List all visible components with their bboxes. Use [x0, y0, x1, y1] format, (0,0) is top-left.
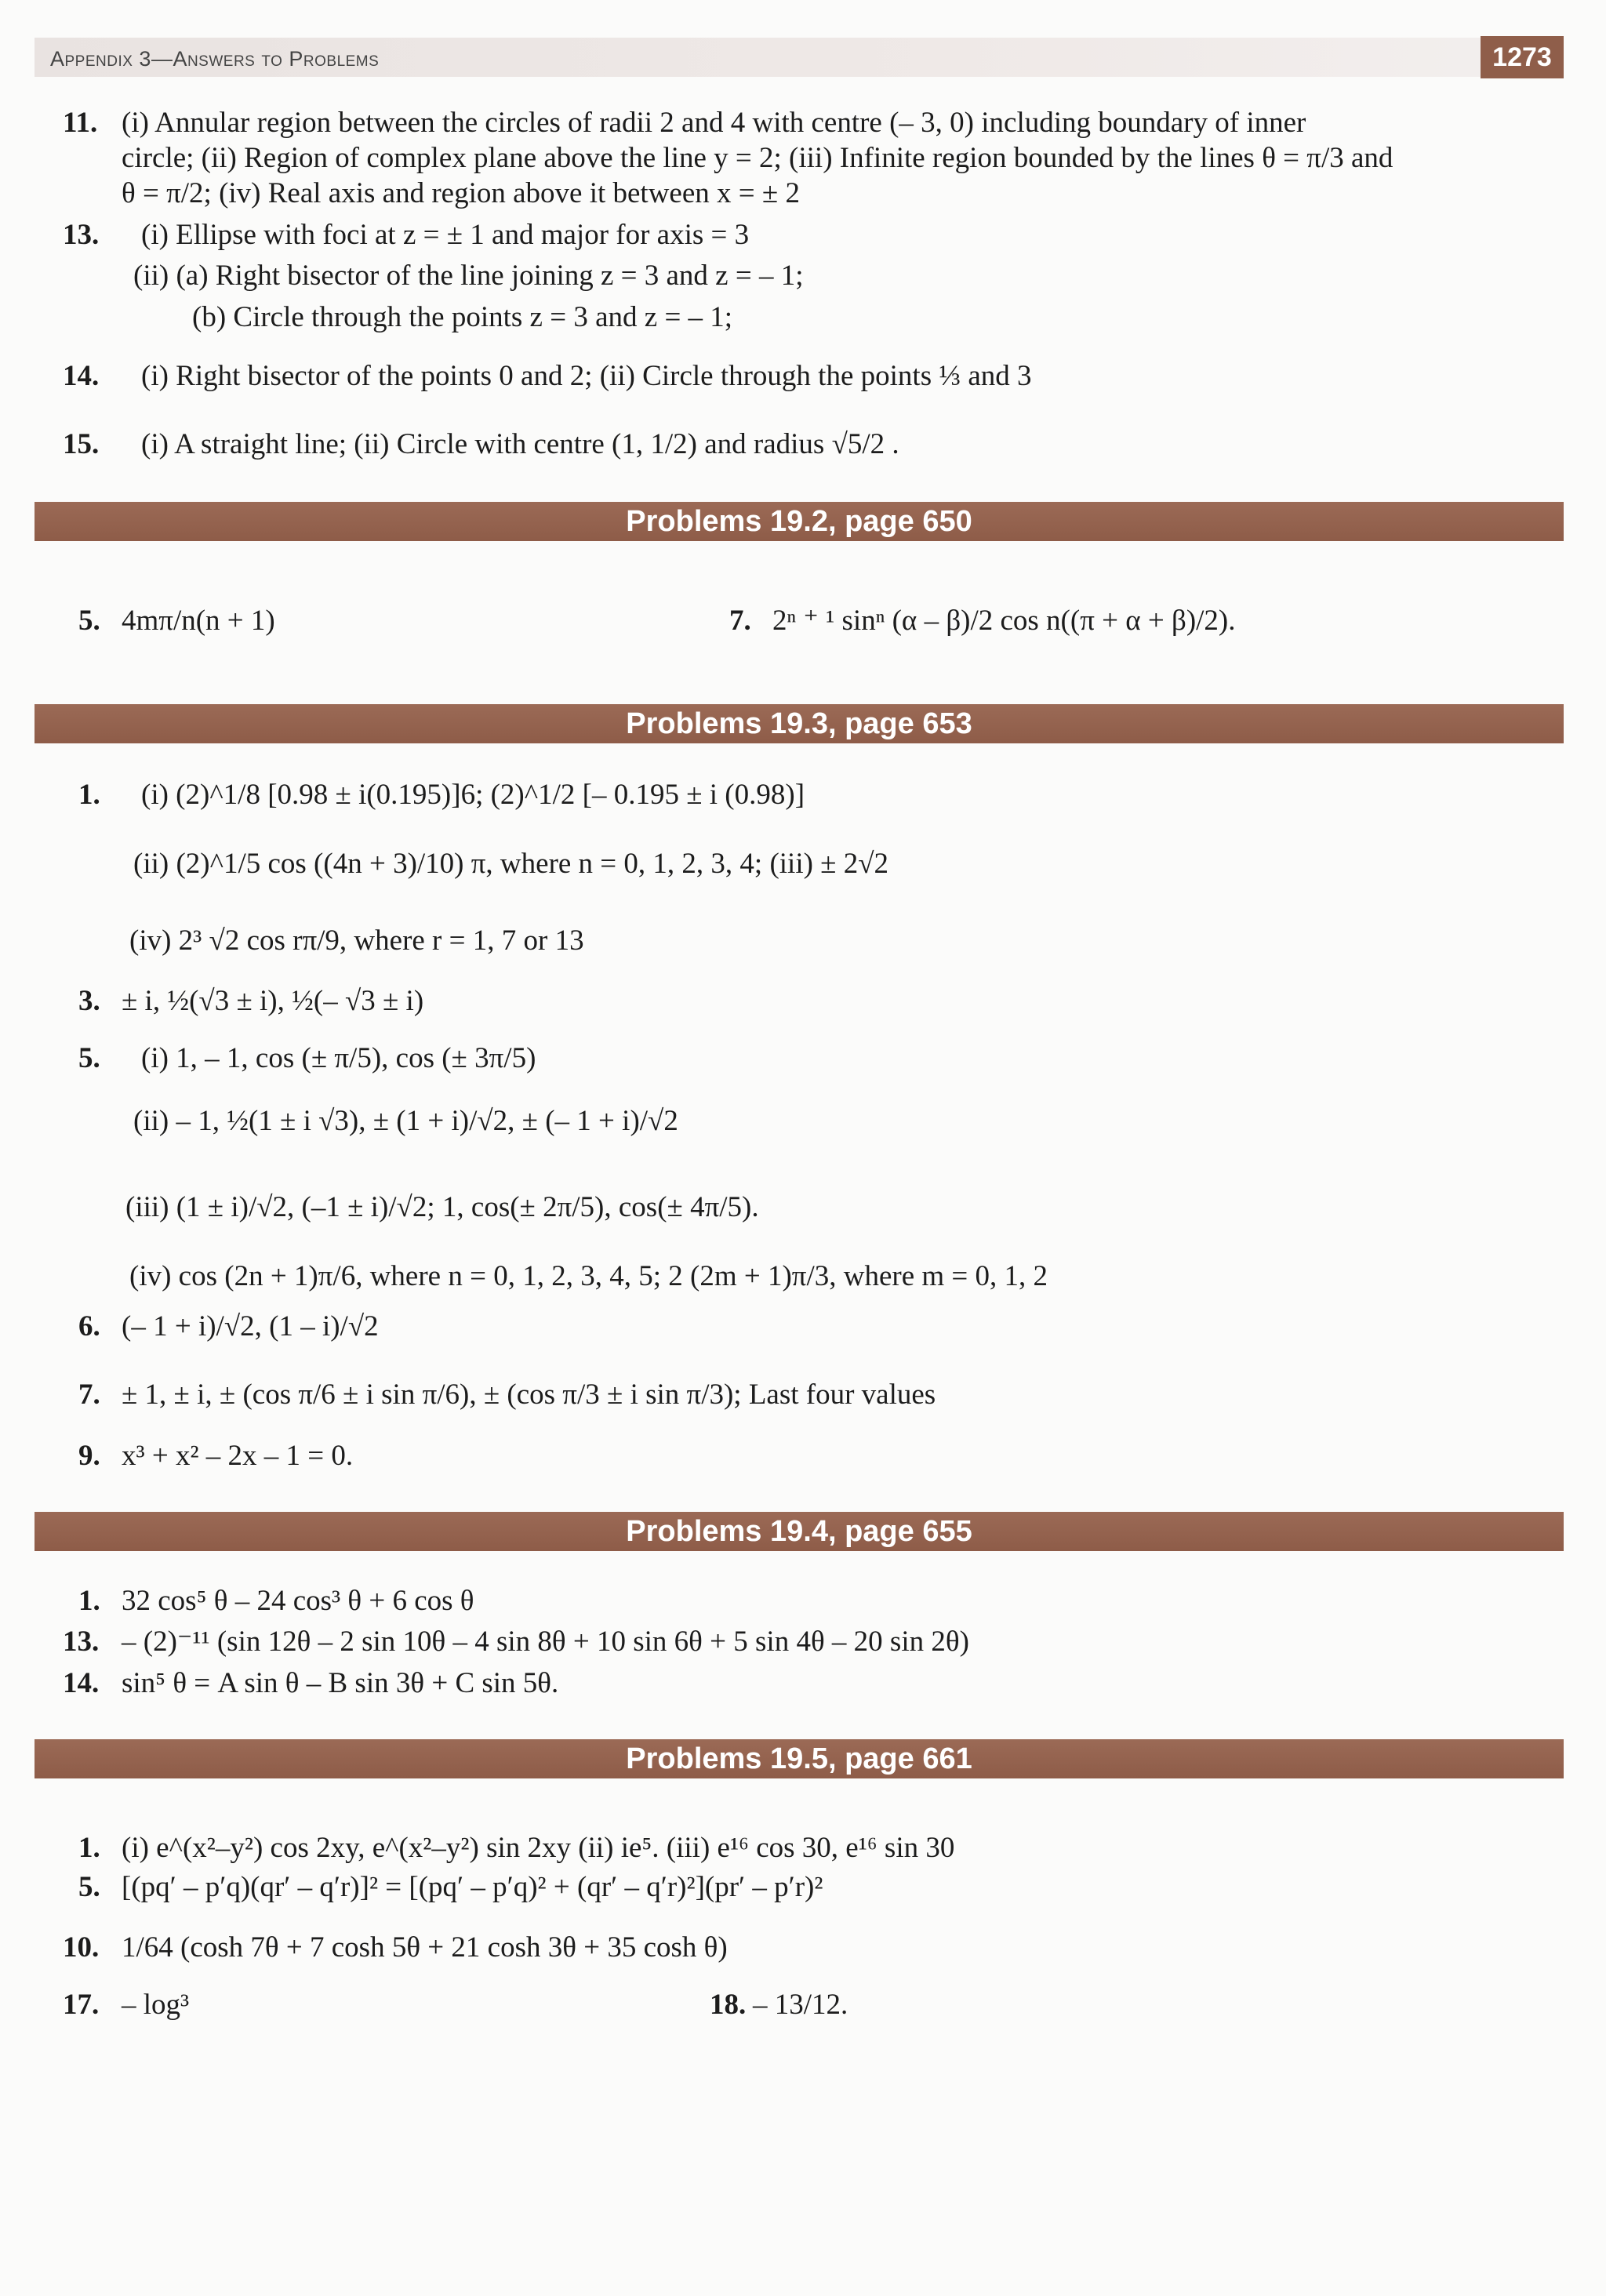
header-title: Appendix 3—Answers to Problems	[50, 47, 380, 71]
answer-text: (i) Ellipse with foci at z = ± 1 and major for axis = 3	[141, 219, 750, 251]
answer-text: (i) Right bisector of the points 0 and 2; (ii) Circle through the points ⅓ and 3	[141, 360, 1032, 392]
answer-text: (iv) cos (2n + 1)π/6, where n = 0, 1, 2, 3, 4, 5; 2 (2m + 1)π/3, where m = 0, 1, 2	[129, 1260, 1048, 1292]
answer-text: 2ⁿ ⁺ ¹ sinⁿ (α – β)/2 cos n((π + α + β)/2).	[772, 605, 1236, 637]
section-banner	[35, 1739, 1564, 1778]
answer-number: 11.	[63, 107, 98, 139]
section-title: Problems 19.3, page 653	[626, 707, 972, 740]
answer-text: (ii) – 1, ½(1 ± i √3), ± (1 + i)/√2, ± (– 1 + i)/√2	[133, 1105, 678, 1137]
answer-text: (iv) 2³ √2 cos rπ/9, where r = 1, 7 or 13	[129, 925, 584, 957]
answer-number: 14.	[63, 360, 100, 392]
answer-number: 13.	[63, 1626, 100, 1658]
answer-number: 13.	[63, 219, 100, 251]
answer-text: (i) A straight line; (ii) Circle with centre (1, 1/2) and radius √5/2 .	[141, 428, 899, 460]
section-title: Problems 19.5, page 661	[626, 1742, 972, 1775]
answer-text: ± 1, ± i, ± (cos π/6 ± i sin π/6), ± (cos π/3 ± i sin π/3); Last four values	[122, 1379, 936, 1411]
answer-number: 5.	[78, 1871, 100, 1903]
answer-text: (ii) (a) Right bisector of the line joining z = 3 and z = – 1;	[133, 260, 804, 292]
section-banner	[35, 704, 1564, 743]
section-title: Problems 19.4, page 655	[626, 1515, 972, 1548]
answer-number: 3.	[78, 985, 100, 1017]
running-header	[35, 38, 1564, 77]
answer-number: 10.	[63, 1931, 100, 1964]
answer-text: ± i, ½(√3 ± i), ½(– √3 ± i)	[122, 985, 424, 1017]
answer-text: (b) Circle through the points z = 3 and z = – 1;	[192, 301, 733, 333]
answer-number: 15.	[63, 428, 100, 460]
answer-number: 1.	[78, 1832, 100, 1864]
answer-text: – 13/12.	[753, 1989, 848, 2021]
answer-number: 14.	[63, 1667, 100, 1699]
answer-number: 9.	[78, 1440, 100, 1472]
answer-text: [(pq′ – p′q)(qr′ – q′r)]² = [(pq′ – p′q)² + (qr′ – q′r)²](pr′ – p′r)²	[122, 1871, 823, 1903]
answer-number: 1.	[78, 1585, 100, 1617]
answer-number: 7.	[78, 1379, 100, 1411]
answer-text: (iii) (1 ± i)/√2, (–1 ± i)/√2; 1, cos(± 2π/5), cos(± 4π/5).	[125, 1191, 759, 1223]
section-banner	[35, 502, 1564, 541]
answer-text: – log³	[122, 1989, 190, 2021]
answer-number: 17.	[63, 1989, 100, 2021]
answer-text: 32 cos⁵ θ – 24 cos³ θ + 6 cos θ	[122, 1585, 474, 1617]
answer-text: 1/64 (cosh 7θ + 7 cosh 5θ + 21 cosh 3θ + 35 cosh θ)	[122, 1931, 728, 1964]
answer-number: 5.	[78, 1042, 100, 1074]
answer-text: (ii) (2)^1/5 cos ((4n + 3)/10) π, where n = 0, 1, 2, 3, 4; (iii) ± 2√2	[133, 848, 889, 880]
answer-number: 1.	[78, 779, 100, 811]
answer-text: (i) (2)^1/8 [0.98 ± i(0.195)]6; (2)^1/2 [– 0.195 ± i (0.98)]	[141, 779, 805, 811]
answer-text: (i) e^(x²–y²) cos 2xy, e^(x²–y²) sin 2xy (ii) ie⁵. (iii) e¹⁶ cos 30, e¹⁶ sin 30	[122, 1832, 955, 1864]
answer-text: circle; (ii) Region of complex plane above the line y = 2; (iii) Infinite region bounded by the lines θ = π/3 and	[122, 142, 1393, 174]
answer-number: 7.	[729, 605, 751, 637]
answer-number: 5.	[78, 605, 100, 637]
answer-text: – (2)⁻¹¹ (sin 12θ – 2 sin 10θ – 4 sin 8θ + 10 sin 6θ + 5 sin 4θ – 20 sin 2θ)	[122, 1626, 969, 1658]
section-banner	[35, 1512, 1564, 1551]
page-number: 1273	[1481, 36, 1564, 78]
answer-number: 18.	[710, 1989, 747, 2021]
answer-text: 4mπ/n(n + 1)	[122, 605, 275, 637]
answer-number: 6.	[78, 1310, 100, 1342]
answer-text: (– 1 + i)/√2, (1 – i)/√2	[122, 1310, 379, 1342]
answer-text: (i) Annular region between the circles of radii 2 and 4 with centre (– 3, 0) including boundary of inner	[122, 107, 1306, 139]
answer-text: θ = π/2; (iv) Real axis and region above it between x = ± 2	[122, 177, 800, 209]
answer-text: sin⁵ θ = A sin θ – B sin 3θ + C sin 5θ.	[122, 1667, 559, 1699]
section-title: Problems 19.2, page 650	[626, 505, 972, 538]
answer-text: (i) 1, – 1, cos (± π/5), cos (± 3π/5)	[141, 1042, 536, 1074]
answer-text: x³ + x² – 2x – 1 = 0.	[122, 1440, 354, 1472]
